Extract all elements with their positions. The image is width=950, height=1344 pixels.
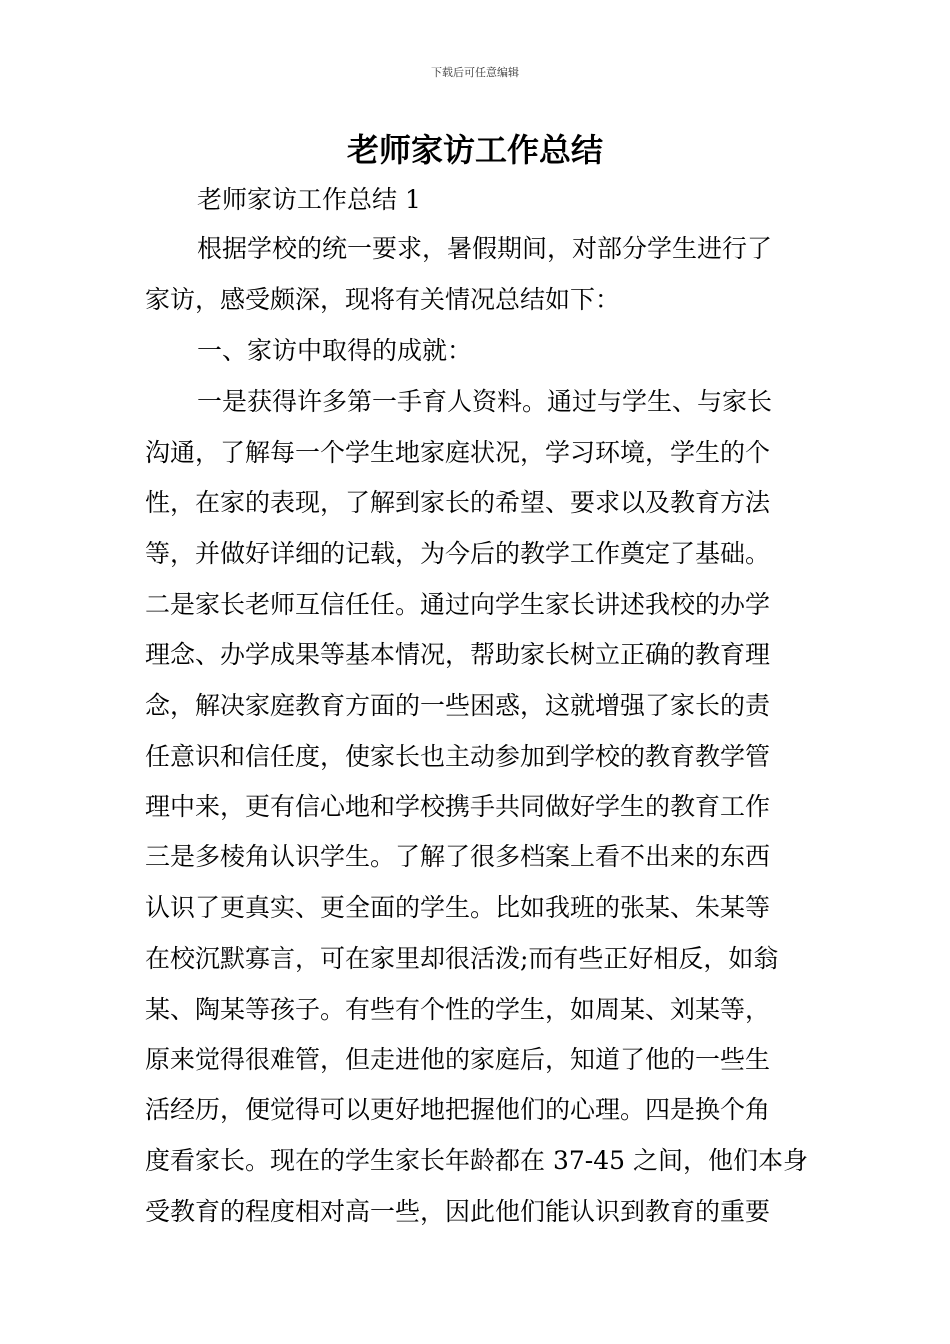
- paragraph-line: 在校沉默寡言，可在家里却很活泼;而有些正好相反，如翁: [145, 944, 779, 973]
- paragraph-line: 度看家长。现在的学生家长年龄都在 37-45 之间，他们本身: [145, 1146, 808, 1175]
- header-note: 下载后可任意编辑: [431, 66, 519, 79]
- paragraph-line: 三是多棱角认识学生。了解了很多档案上看不出来的东西: [145, 842, 771, 871]
- paragraph-line: 理中来，更有信心地和学校携手共同做好学生的教育工作: [145, 792, 771, 821]
- paragraph-line: 某、陶某等孩子。有些有个性的学生，如周某、刘某等，: [145, 995, 771, 1024]
- paragraph-line: 理念、办学成果等基本情况，帮助家长树立正确的教育理: [145, 640, 771, 669]
- paragraph-line: 原来觉得很难管，但走进他的家庭后，知道了他的一些生: [145, 1045, 771, 1074]
- paragraph-line: 家访，感受颇深，现将有关情况总结如下：: [145, 285, 621, 314]
- paragraph-line: 根据学校的统一要求，暑假期间，对部分学生进行了: [197, 234, 773, 263]
- paragraph-line: 认识了更真实、更全面的学生。比如我班的张某、朱某等: [145, 893, 771, 922]
- paragraph-line: 念，解决家庭教育方面的一些困惑，这就增强了家长的责: [145, 691, 771, 720]
- document-title: 老师家访工作总结: [346, 131, 603, 169]
- paragraph-line: 等，并做好详细的记载，为今后的教学工作奠定了基础。: [145, 539, 771, 568]
- section-heading: 一、家访中取得的成就：: [197, 336, 473, 365]
- paragraph-line: 任意识和信任度，使家长也主动参加到学校的教育教学管: [145, 742, 771, 771]
- section-subtitle: 老师家访工作总结 1: [197, 185, 421, 214]
- paragraph-line: 二是家长老师互信任任。通过向学生家长讲述我校的办学: [145, 590, 771, 619]
- paragraph-line: 受教育的程度相对高一些，因此他们能认识到教育的重要: [145, 1197, 771, 1226]
- paragraph-line: 沟通，了解每一个学生地家庭状况，学习环境，学生的个: [145, 438, 771, 467]
- paragraph-line: 活经历，便觉得可以更好地把握他们的心理。四是换个角: [145, 1095, 771, 1124]
- paragraph-line: 性，在家的表现，了解到家长的希望、要求以及教育方法: [145, 488, 771, 517]
- paragraph-line: 一是获得许多第一手育人资料。通过与学生、与家长: [197, 387, 773, 416]
